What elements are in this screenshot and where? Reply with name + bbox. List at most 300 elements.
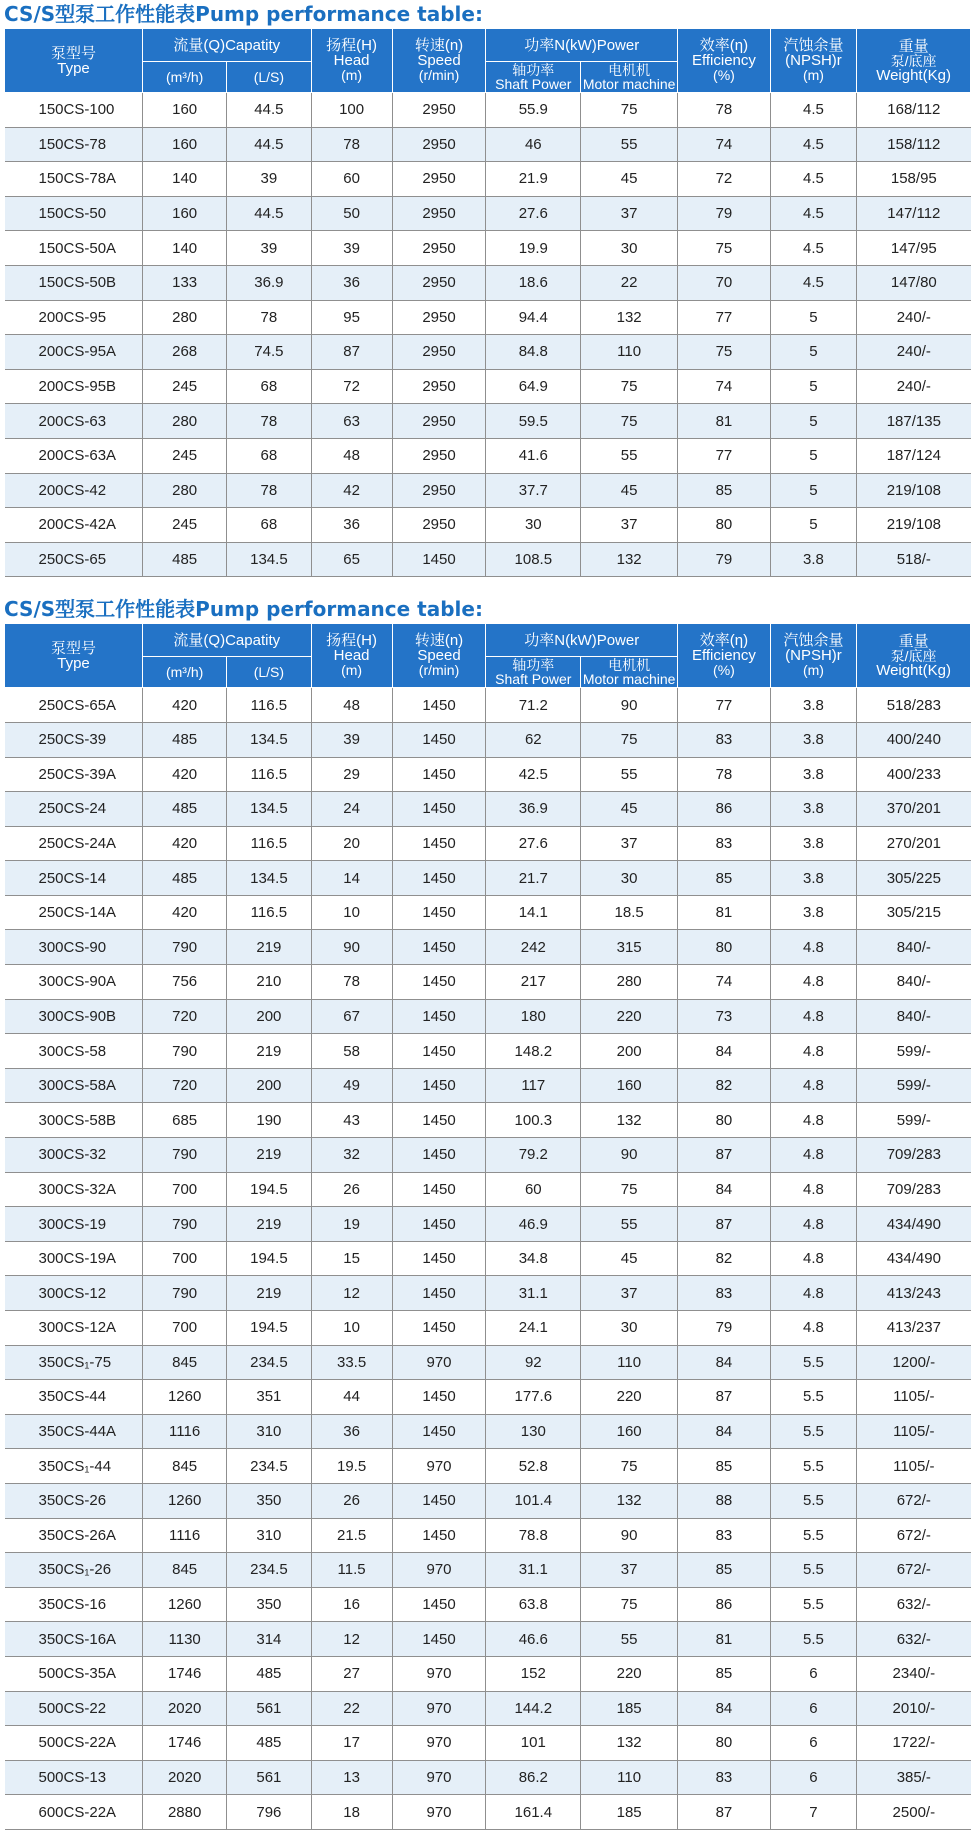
cell-type: 300CS-58A (5, 1068, 143, 1103)
cell-head: 10 (311, 895, 392, 930)
cell-flow-m3h: 485 (143, 792, 227, 827)
cell-type: 300CS-90A (5, 965, 143, 1000)
cell-flow-m3h: 756 (143, 965, 227, 1000)
cell-speed: 1450 (392, 1587, 486, 1622)
table-row (5, 542, 971, 577)
cell-efficiency: 83 (678, 826, 771, 861)
cell-npsh: 5 (770, 300, 856, 335)
header-flow-ls: (L/S) (227, 62, 311, 93)
cell-motor-power: 75 (581, 1449, 678, 1484)
cell-npsh: 5.5 (770, 1553, 856, 1588)
cell-npsh: 5 (770, 369, 856, 404)
cell-motor-power: 75 (581, 722, 678, 757)
cell-npsh: 4.8 (770, 965, 856, 1000)
cell-weight: 2340/- (857, 1656, 971, 1691)
cell-shaft-power: 36.9 (486, 792, 581, 827)
cell-type: 200CS-95B (5, 369, 143, 404)
cell-type: 600CS-22A (5, 1795, 143, 1830)
cell-npsh: 4.8 (770, 1172, 856, 1207)
cell-shaft-power: 41.6 (486, 438, 581, 473)
cell-flow-ls: 350 (227, 1483, 311, 1518)
cell-type: 300CS-12A (5, 1311, 143, 1346)
cell-type: 300CS-90 (5, 930, 143, 965)
cell-motor-power: 90 (581, 1518, 678, 1553)
cell-head: 12 (311, 1622, 392, 1657)
cell-weight: 305/225 (857, 861, 971, 896)
cell-type: 150CS-78A (5, 162, 143, 197)
cell-head: 17 (311, 1726, 392, 1761)
cell-speed: 1450 (392, 965, 486, 1000)
cell-speed: 1450 (392, 826, 486, 861)
cell-efficiency: 78 (678, 93, 771, 128)
cell-head: 26 (311, 1483, 392, 1518)
cell-flow-ls: 39 (227, 162, 311, 197)
cell-npsh: 5.5 (770, 1345, 856, 1380)
cell-flow-ls: 350 (227, 1587, 311, 1622)
table-row (5, 1553, 971, 1588)
cell-motor-power: 132 (581, 1103, 678, 1138)
table-row (5, 930, 971, 965)
table-row (5, 1656, 971, 1691)
cell-head: 78 (311, 127, 392, 162)
cell-flow-m3h: 700 (143, 1311, 227, 1346)
cell-motor-power: 37 (581, 1276, 678, 1311)
table-row (5, 826, 971, 861)
cell-flow-m3h: 280 (143, 473, 227, 508)
table-row (5, 722, 971, 757)
cell-weight: 672/- (857, 1553, 971, 1588)
header-motor: 电机机 Motor machine (581, 657, 678, 688)
cell-efficiency: 84 (678, 1034, 771, 1069)
cell-head: 18 (311, 1795, 392, 1830)
header-head: 扬程(H) Head (m) (311, 624, 392, 688)
cell-flow-m3h: 1260 (143, 1483, 227, 1518)
cell-efficiency: 87 (678, 1138, 771, 1173)
cell-efficiency: 85 (678, 861, 771, 896)
cell-flow-ls: 78 (227, 300, 311, 335)
cell-efficiency: 81 (678, 404, 771, 439)
cell-npsh: 4.5 (770, 265, 856, 300)
cell-flow-ls: 310 (227, 1414, 311, 1449)
cell-shaft-power: 46 (486, 127, 581, 162)
cell-speed: 2950 (392, 93, 486, 128)
header-type: 泵型号 Type (5, 624, 143, 688)
cell-head: 16 (311, 1587, 392, 1622)
cell-type: 300CS-90B (5, 999, 143, 1034)
cell-shaft-power: 101 (486, 1726, 581, 1761)
cell-speed: 2950 (392, 196, 486, 231)
cell-shaft-power: 60 (486, 1172, 581, 1207)
cell-head: 13 (311, 1760, 392, 1795)
cell-npsh: 4.8 (770, 930, 856, 965)
cell-motor-power: 37 (581, 826, 678, 861)
table-row (5, 335, 971, 370)
cell-weight: 370/201 (857, 792, 971, 827)
table-title: CS/S型泵工作性能表Pump performance table: (4, 2, 483, 26)
cell-efficiency: 86 (678, 792, 771, 827)
cell-flow-m3h: 268 (143, 335, 227, 370)
cell-shaft-power: 63.8 (486, 1587, 581, 1622)
cell-npsh: 6 (770, 1656, 856, 1691)
cell-motor-power: 22 (581, 265, 678, 300)
cell-flow-ls: 485 (227, 1726, 311, 1761)
cell-flow-ls: 485 (227, 1656, 311, 1691)
cell-efficiency: 83 (678, 1518, 771, 1553)
cell-speed: 1450 (392, 999, 486, 1034)
header-motor: 电机机 Motor machine (581, 62, 678, 93)
cell-shaft-power: 19.9 (486, 231, 581, 266)
cell-npsh: 4.5 (770, 231, 856, 266)
cell-type: 200CS-42A (5, 508, 143, 543)
cell-npsh: 4.5 (770, 127, 856, 162)
cell-flow-ls: 796 (227, 1795, 311, 1830)
cell-weight: 632/- (857, 1587, 971, 1622)
cell-type: 200CS-42 (5, 473, 143, 508)
cell-motor-power: 75 (581, 404, 678, 439)
table-row (5, 438, 971, 473)
cell-weight: 2500/- (857, 1795, 971, 1830)
cell-type: 300CS-19A (5, 1241, 143, 1276)
header-weight: 重量 泵/底座 Weight(Kg) (857, 29, 971, 93)
cell-motor-power: 132 (581, 1726, 678, 1761)
cell-flow-m3h: 790 (143, 1276, 227, 1311)
cell-shaft-power: 59.5 (486, 404, 581, 439)
cell-head: 21.5 (311, 1518, 392, 1553)
cell-head: 39 (311, 231, 392, 266)
cell-speed: 2950 (392, 404, 486, 439)
cell-flow-ls: 194.5 (227, 1311, 311, 1346)
header-flow-ls: (L/S) (227, 657, 311, 688)
cell-weight: 240/- (857, 300, 971, 335)
cell-motor-power: 18.5 (581, 895, 678, 930)
cell-npsh: 5.5 (770, 1380, 856, 1415)
cell-speed: 2950 (392, 508, 486, 543)
cell-head: 58 (311, 1034, 392, 1069)
cell-shaft-power: 31.1 (486, 1553, 581, 1588)
cell-efficiency: 74 (678, 127, 771, 162)
cell-flow-m3h: 720 (143, 999, 227, 1034)
cell-head: 39 (311, 722, 392, 757)
cell-shaft-power: 37.7 (486, 473, 581, 508)
cell-motor-power: 45 (581, 792, 678, 827)
cell-motor-power: 37 (581, 196, 678, 231)
cell-shaft-power: 62 (486, 722, 581, 757)
table-row (5, 1587, 971, 1622)
cell-flow-m3h: 160 (143, 196, 227, 231)
cell-efficiency: 85 (678, 1449, 771, 1484)
table-row (5, 1345, 971, 1380)
cell-motor-power: 200 (581, 1034, 678, 1069)
table-row (5, 1207, 971, 1242)
cell-shaft-power: 86.2 (486, 1760, 581, 1795)
cell-efficiency: 83 (678, 1276, 771, 1311)
cell-flow-m3h: 685 (143, 1103, 227, 1138)
cell-speed: 1450 (392, 1138, 486, 1173)
cell-head: 36 (311, 1414, 392, 1449)
cell-flow-ls: 310 (227, 1518, 311, 1553)
table-row (5, 792, 971, 827)
header-head: 扬程(H) Head (m) (311, 29, 392, 93)
cell-head: 48 (311, 688, 392, 723)
cell-head: 20 (311, 826, 392, 861)
cell-type: 350CS-26A (5, 1518, 143, 1553)
header-shaft-power: 轴功率 Shaft Power (486, 657, 581, 688)
cell-motor-power: 45 (581, 1241, 678, 1276)
table-row (5, 861, 971, 896)
cell-flow-ls: 68 (227, 508, 311, 543)
cell-npsh: 4.8 (770, 1034, 856, 1069)
cell-weight: 518/- (857, 542, 971, 577)
cell-flow-m3h: 160 (143, 93, 227, 128)
cell-type: 350CS₁-26 (5, 1553, 143, 1588)
cell-efficiency: 70 (678, 265, 771, 300)
cell-npsh: 3.8 (770, 792, 856, 827)
table-row (5, 1172, 971, 1207)
cell-npsh: 3.8 (770, 757, 856, 792)
cell-flow-ls: 234.5 (227, 1553, 311, 1588)
cell-flow-ls: 134.5 (227, 722, 311, 757)
cell-motor-power: 75 (581, 1587, 678, 1622)
cell-head: 26 (311, 1172, 392, 1207)
cell-speed: 970 (392, 1656, 486, 1691)
table-row (5, 688, 971, 723)
cell-speed: 2950 (392, 369, 486, 404)
table-row (5, 369, 971, 404)
cell-type: 200CS-95A (5, 335, 143, 370)
cell-flow-m3h: 1130 (143, 1622, 227, 1657)
cell-weight: 1105/- (857, 1414, 971, 1449)
cell-flow-m3h: 720 (143, 1068, 227, 1103)
cell-motor-power: 37 (581, 1553, 678, 1588)
cell-speed: 1450 (392, 1241, 486, 1276)
cell-head: 49 (311, 1068, 392, 1103)
cell-type: 350CS₁-75 (5, 1345, 143, 1380)
cell-weight: 434/490 (857, 1241, 971, 1276)
cell-npsh: 3.8 (770, 861, 856, 896)
cell-speed: 2950 (392, 127, 486, 162)
cell-head: 10 (311, 1311, 392, 1346)
cell-speed: 1450 (392, 688, 486, 723)
cell-weight: 709/283 (857, 1138, 971, 1173)
cell-head: 11.5 (311, 1553, 392, 1588)
cell-efficiency: 82 (678, 1068, 771, 1103)
cell-speed: 2950 (392, 300, 486, 335)
cell-npsh: 5 (770, 335, 856, 370)
header-speed: 转速(n) Speed (r/min) (392, 29, 486, 93)
cell-npsh: 6 (770, 1691, 856, 1726)
cell-efficiency: 72 (678, 162, 771, 197)
cell-flow-ls: 68 (227, 369, 311, 404)
cell-head: 15 (311, 1241, 392, 1276)
cell-weight: 840/- (857, 930, 971, 965)
cell-flow-ls: 234.5 (227, 1449, 311, 1484)
cell-flow-m3h: 485 (143, 542, 227, 577)
cell-motor-power: 55 (581, 127, 678, 162)
cell-flow-m3h: 245 (143, 369, 227, 404)
cell-speed: 1450 (392, 1311, 486, 1346)
cell-type: 300CS-58B (5, 1103, 143, 1138)
cell-flow-ls: 44.5 (227, 93, 311, 128)
cell-npsh: 5 (770, 508, 856, 543)
cell-efficiency: 87 (678, 1380, 771, 1415)
cell-type: 200CS-95 (5, 300, 143, 335)
cell-weight: 385/- (857, 1760, 971, 1795)
cell-motor-power: 185 (581, 1691, 678, 1726)
cell-weight: 147/112 (857, 196, 971, 231)
cell-flow-m3h: 420 (143, 688, 227, 723)
cell-weight: 240/- (857, 369, 971, 404)
cell-head: 19.5 (311, 1449, 392, 1484)
cell-efficiency: 79 (678, 542, 771, 577)
cell-shaft-power: 180 (486, 999, 581, 1034)
cell-head: 90 (311, 930, 392, 965)
cell-head: 48 (311, 438, 392, 473)
cell-npsh: 3.8 (770, 826, 856, 861)
table-row (5, 265, 971, 300)
cell-weight: 270/201 (857, 826, 971, 861)
cell-shaft-power: 34.8 (486, 1241, 581, 1276)
cell-motor-power: 37 (581, 508, 678, 543)
cell-npsh: 7 (770, 1795, 856, 1830)
cell-flow-m3h: 845 (143, 1449, 227, 1484)
cell-flow-m3h: 1116 (143, 1518, 227, 1553)
cell-weight: 413/237 (857, 1311, 971, 1346)
cell-flow-ls: 351 (227, 1380, 311, 1415)
cell-speed: 1450 (392, 895, 486, 930)
cell-flow-ls: 234.5 (227, 1345, 311, 1380)
cell-shaft-power: 144.2 (486, 1691, 581, 1726)
cell-speed: 970 (392, 1553, 486, 1588)
cell-efficiency: 74 (678, 369, 771, 404)
cell-speed: 970 (392, 1345, 486, 1380)
cell-speed: 1450 (392, 1207, 486, 1242)
cell-motor-power: 110 (581, 1760, 678, 1795)
cell-flow-m3h: 140 (143, 162, 227, 197)
cell-flow-m3h: 160 (143, 127, 227, 162)
cell-speed: 2950 (392, 473, 486, 508)
cell-head: 22 (311, 1691, 392, 1726)
cell-flow-m3h: 790 (143, 1138, 227, 1173)
cell-flow-m3h: 420 (143, 826, 227, 861)
cell-npsh: 4.8 (770, 1138, 856, 1173)
cell-weight: 2010/- (857, 1691, 971, 1726)
table-row (5, 1483, 971, 1518)
cell-flow-m3h: 845 (143, 1553, 227, 1588)
cell-weight: 219/108 (857, 473, 971, 508)
cell-head: 60 (311, 162, 392, 197)
cell-npsh: 4.8 (770, 1311, 856, 1346)
cell-flow-ls: 44.5 (227, 127, 311, 162)
cell-head: 63 (311, 404, 392, 439)
cell-type: 300CS-19 (5, 1207, 143, 1242)
table-row (5, 1518, 971, 1553)
cell-flow-ls: 116.5 (227, 826, 311, 861)
cell-type: 250CS-65 (5, 542, 143, 577)
cell-head: 67 (311, 999, 392, 1034)
cell-flow-m3h: 1116 (143, 1414, 227, 1449)
cell-type: 350CS-16A (5, 1622, 143, 1657)
header-npsh: 汽蚀余量 (NPSH)r (m) (770, 29, 856, 93)
cell-motor-power: 220 (581, 1656, 678, 1691)
table-row (5, 508, 971, 543)
cell-flow-m3h: 245 (143, 508, 227, 543)
cell-efficiency: 85 (678, 1553, 771, 1588)
cell-shaft-power: 24.1 (486, 1311, 581, 1346)
table-row (5, 1449, 971, 1484)
cell-flow-ls: 36.9 (227, 265, 311, 300)
cell-type: 150CS-100 (5, 93, 143, 128)
cell-npsh: 6 (770, 1760, 856, 1795)
cell-npsh: 5.5 (770, 1449, 856, 1484)
cell-flow-ls: 134.5 (227, 542, 311, 577)
header-efficiency: 效率(η) Efficiency (%) (678, 624, 771, 688)
cell-speed: 2950 (392, 438, 486, 473)
cell-flow-ls: 68 (227, 438, 311, 473)
cell-flow-ls: 561 (227, 1760, 311, 1795)
cell-npsh: 4.8 (770, 1068, 856, 1103)
cell-shaft-power: 101.4 (486, 1483, 581, 1518)
table-row (5, 1311, 971, 1346)
cell-type: 250CS-39A (5, 757, 143, 792)
cell-motor-power: 55 (581, 1207, 678, 1242)
cell-type: 250CS-65A (5, 688, 143, 723)
cell-head: 19 (311, 1207, 392, 1242)
cell-type: 150CS-50 (5, 196, 143, 231)
cell-shaft-power: 117 (486, 1068, 581, 1103)
cell-weight: 599/- (857, 1103, 971, 1138)
cell-speed: 970 (392, 1760, 486, 1795)
cell-head: 32 (311, 1138, 392, 1173)
cell-flow-ls: 219 (227, 1034, 311, 1069)
cell-flow-m3h: 420 (143, 757, 227, 792)
cell-flow-m3h: 790 (143, 1207, 227, 1242)
cell-speed: 1450 (392, 1414, 486, 1449)
cell-efficiency: 84 (678, 1172, 771, 1207)
cell-head: 95 (311, 300, 392, 335)
header-flow-m3h: (m³/h) (143, 657, 227, 688)
cell-weight: 672/- (857, 1518, 971, 1553)
cell-weight: 219/108 (857, 508, 971, 543)
cell-weight: 187/135 (857, 404, 971, 439)
cell-head: 29 (311, 757, 392, 792)
performance-table (4, 623, 971, 1830)
cell-shaft-power: 242 (486, 930, 581, 965)
cell-flow-m3h: 280 (143, 300, 227, 335)
cell-weight: 147/80 (857, 265, 971, 300)
cell-head: 14 (311, 861, 392, 896)
cell-npsh: 3.8 (770, 895, 856, 930)
cell-head: 65 (311, 542, 392, 577)
cell-shaft-power: 46.6 (486, 1622, 581, 1657)
cell-speed: 1450 (392, 1034, 486, 1069)
cell-flow-ls: 219 (227, 1207, 311, 1242)
cell-shaft-power: 14.1 (486, 895, 581, 930)
cell-type: 250CS-24 (5, 792, 143, 827)
cell-flow-ls: 116.5 (227, 757, 311, 792)
cell-shaft-power: 100.3 (486, 1103, 581, 1138)
cell-weight: 1722/- (857, 1726, 971, 1761)
cell-motor-power: 110 (581, 335, 678, 370)
table-row (5, 999, 971, 1034)
cell-type: 500CS-13 (5, 1760, 143, 1795)
cell-npsh: 5.5 (770, 1587, 856, 1622)
table-row (5, 1241, 971, 1276)
table-row (5, 231, 971, 266)
cell-type: 200CS-63A (5, 438, 143, 473)
cell-weight: 240/- (857, 335, 971, 370)
cell-head: 12 (311, 1276, 392, 1311)
table-row (5, 127, 971, 162)
